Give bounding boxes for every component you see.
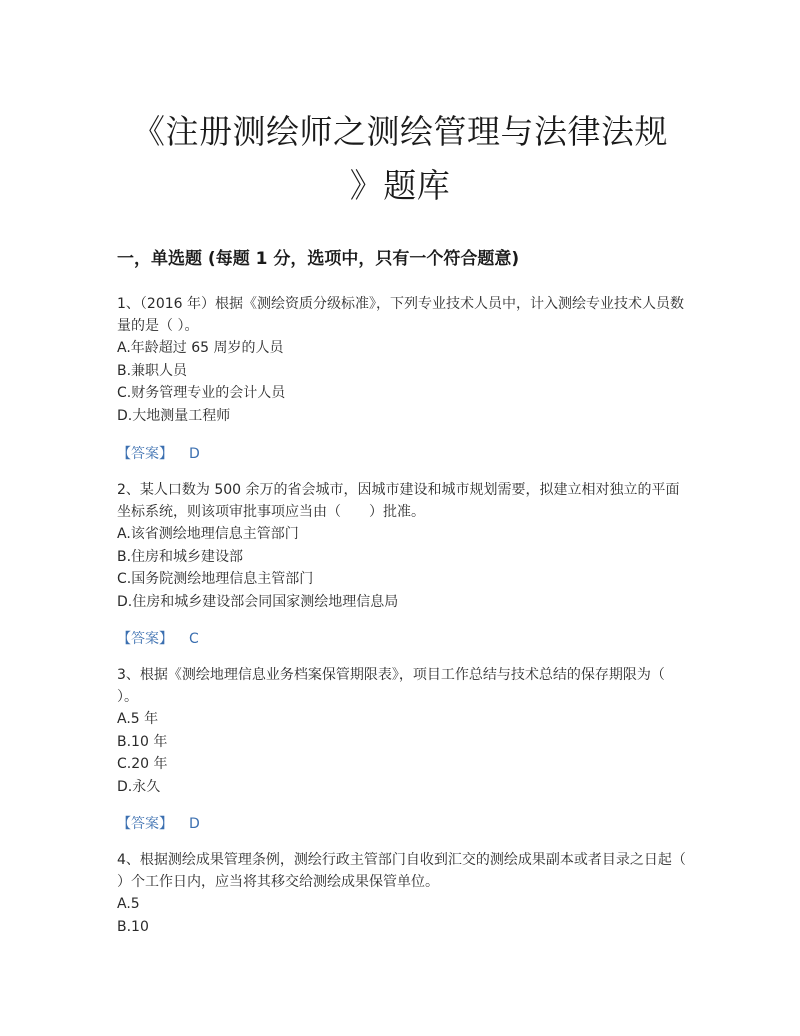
- option-a: A.该省测绘地理信息主管部门: [117, 526, 299, 542]
- answer-value: D: [189, 446, 200, 462]
- answer-tag: 【答案】: [117, 446, 173, 462]
- title-line-1: 《注册测绘师之测绘管理与法律法规: [132, 112, 668, 151]
- question-4: [117, 849, 687, 938]
- answer-1: [117, 443, 200, 463]
- section-heading: 一，单选题 (每题 1 分，选项中，只有一个符合题意): [117, 249, 520, 269]
- question-2: [117, 479, 687, 613]
- option-a: A.年龄超过 65 周岁的人员: [117, 340, 284, 356]
- document-title: [115, 105, 685, 213]
- option-c: C.国务院测绘地理信息主管部门: [117, 571, 314, 587]
- answer-value: D: [189, 816, 200, 832]
- option-b: B.10: [117, 918, 149, 935]
- option-d: D.住房和城乡建设部会同国家测绘地理信息局: [117, 593, 399, 610]
- question-stem: 2、某人口数为 500 余万的省会城市，因城市建设和城市规划需要，拟建立相对独立的平面坐标系统，则该项审批事项应当由（ ）批准。: [117, 482, 680, 520]
- title-line-2: 》题库: [349, 166, 451, 205]
- option-b: B.兼职人员: [117, 362, 188, 379]
- question-stem: 1、（2016 年）根据《测绘资质分级标准》，下列专业技术人员中，计入测绘专业技术人员数量的是（ ）。: [117, 296, 684, 334]
- option-a: A.5: [117, 896, 140, 912]
- answer-3: [117, 813, 200, 833]
- question-stem: 4、根据测绘成果管理条例，测绘行政主管部门自收到汇交的测绘成果副本或者目录之日起（ ）个工作日内，应当将其移交给测绘成果保管单位。: [117, 852, 686, 890]
- answer-value: C: [189, 631, 199, 647]
- option-c: C.20 年: [117, 756, 168, 772]
- question-stem: 3、根据《测绘地理信息业务档案保管期限表》，项目工作总结与技术总结的保存期限为（ ）。: [117, 667, 665, 705]
- option-b: B.住房和城乡建设部: [117, 548, 244, 565]
- option-b: B.10 年: [117, 733, 168, 750]
- answer-tag: 【答案】: [117, 816, 173, 832]
- option-c: C.财务管理专业的会计人员: [117, 385, 286, 401]
- answer-2: [117, 628, 199, 648]
- question-3: [117, 664, 687, 798]
- option-a: A.5 年: [117, 711, 159, 727]
- option-d: D.大地测量工程师: [117, 407, 231, 424]
- option-d: D.永久: [117, 778, 161, 795]
- question-1: [117, 293, 687, 427]
- answer-tag: 【答案】: [117, 631, 173, 647]
